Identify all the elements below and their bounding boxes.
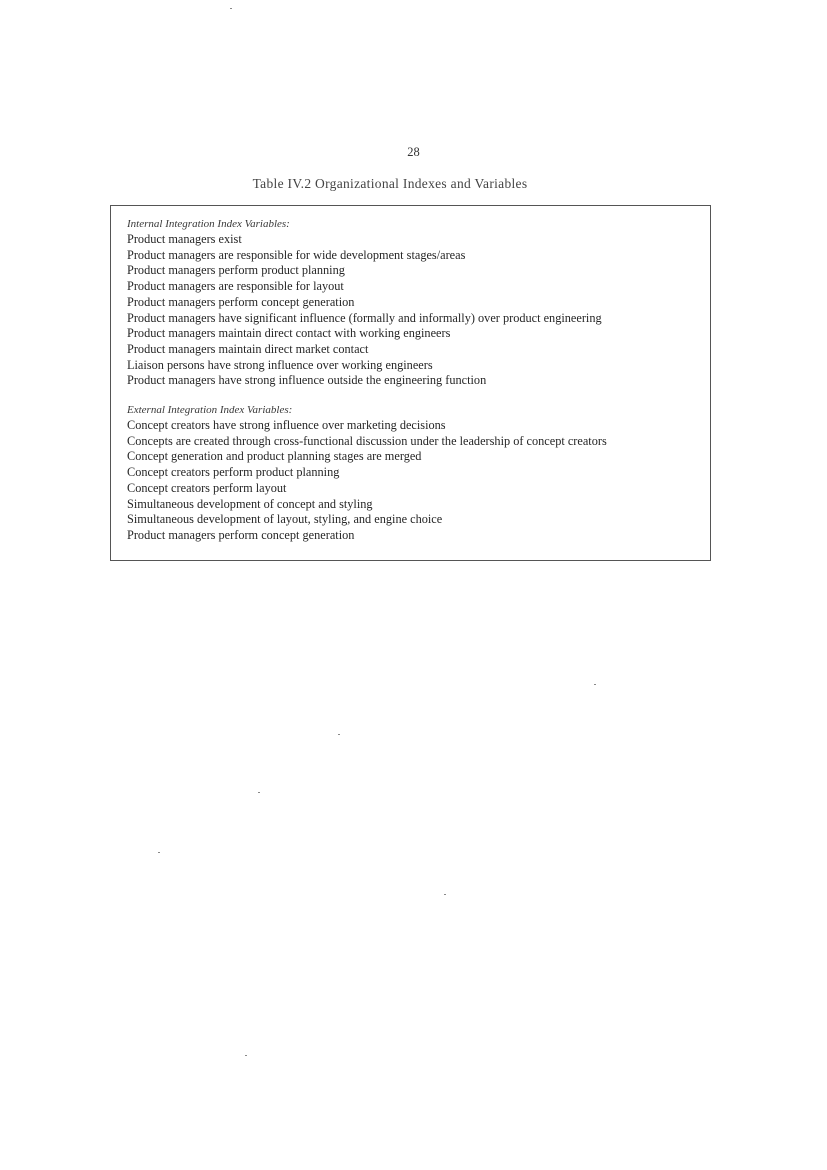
list-item: Concept creators have strong influence over marketing decisions	[127, 418, 446, 432]
internal-variable-list	[127, 232, 602, 389]
list-item: Concept creators perform layout	[127, 480, 287, 495]
list-item: Simultaneous development of concept and styling	[127, 496, 373, 511]
scan-speck	[158, 852, 160, 853]
external-variable-list	[127, 418, 607, 544]
list-item: Product managers maintain direct contact with working engineers	[127, 326, 451, 341]
list-item: Product managers have significant influence (formally and informally) over product engineering	[127, 310, 602, 325]
list-item: Product managers perform concept generation	[127, 294, 355, 309]
scan-speck	[338, 734, 340, 735]
list-item: Product managers are responsible for layout	[127, 279, 344, 294]
table-box	[110, 205, 711, 561]
list-item: Product managers exist	[127, 232, 242, 246]
external-section-heading: External Integration Index Variables:	[127, 404, 293, 416]
scan-speck	[258, 792, 260, 793]
list-item: Liaison persons have strong influence over working engineers	[127, 357, 433, 372]
list-item: Concept creators perform product planning	[127, 465, 340, 480]
list-item: Simultaneous development of layout, styling, and engine choice	[127, 512, 443, 527]
list-item: Product managers maintain direct market contact	[127, 341, 369, 356]
list-item: Product managers have strong influence outside the engineering function	[127, 373, 487, 388]
list-item: Product managers perform product planning	[127, 263, 345, 278]
external-integration-section	[127, 403, 607, 544]
scan-speck	[444, 894, 446, 895]
internal-section-heading: Internal Integration Index Variables:	[127, 218, 290, 230]
page-number: 28	[407, 145, 420, 159]
table-title: Table IV.2 Organizational Indexes and Variables	[252, 176, 528, 191]
scan-speck	[230, 8, 232, 9]
list-item: Concept generation and product planning stages are merged	[127, 449, 422, 464]
list-item: Product managers perform concept generation	[127, 527, 355, 542]
internal-integration-section	[127, 217, 602, 389]
scan-speck	[594, 684, 596, 685]
list-item: Concepts are created through cross-functional discussion under the leadership of concept creators	[127, 433, 607, 448]
scan-speck	[245, 1055, 247, 1056]
list-item: Product managers are responsible for wide development stages/areas	[127, 247, 466, 262]
